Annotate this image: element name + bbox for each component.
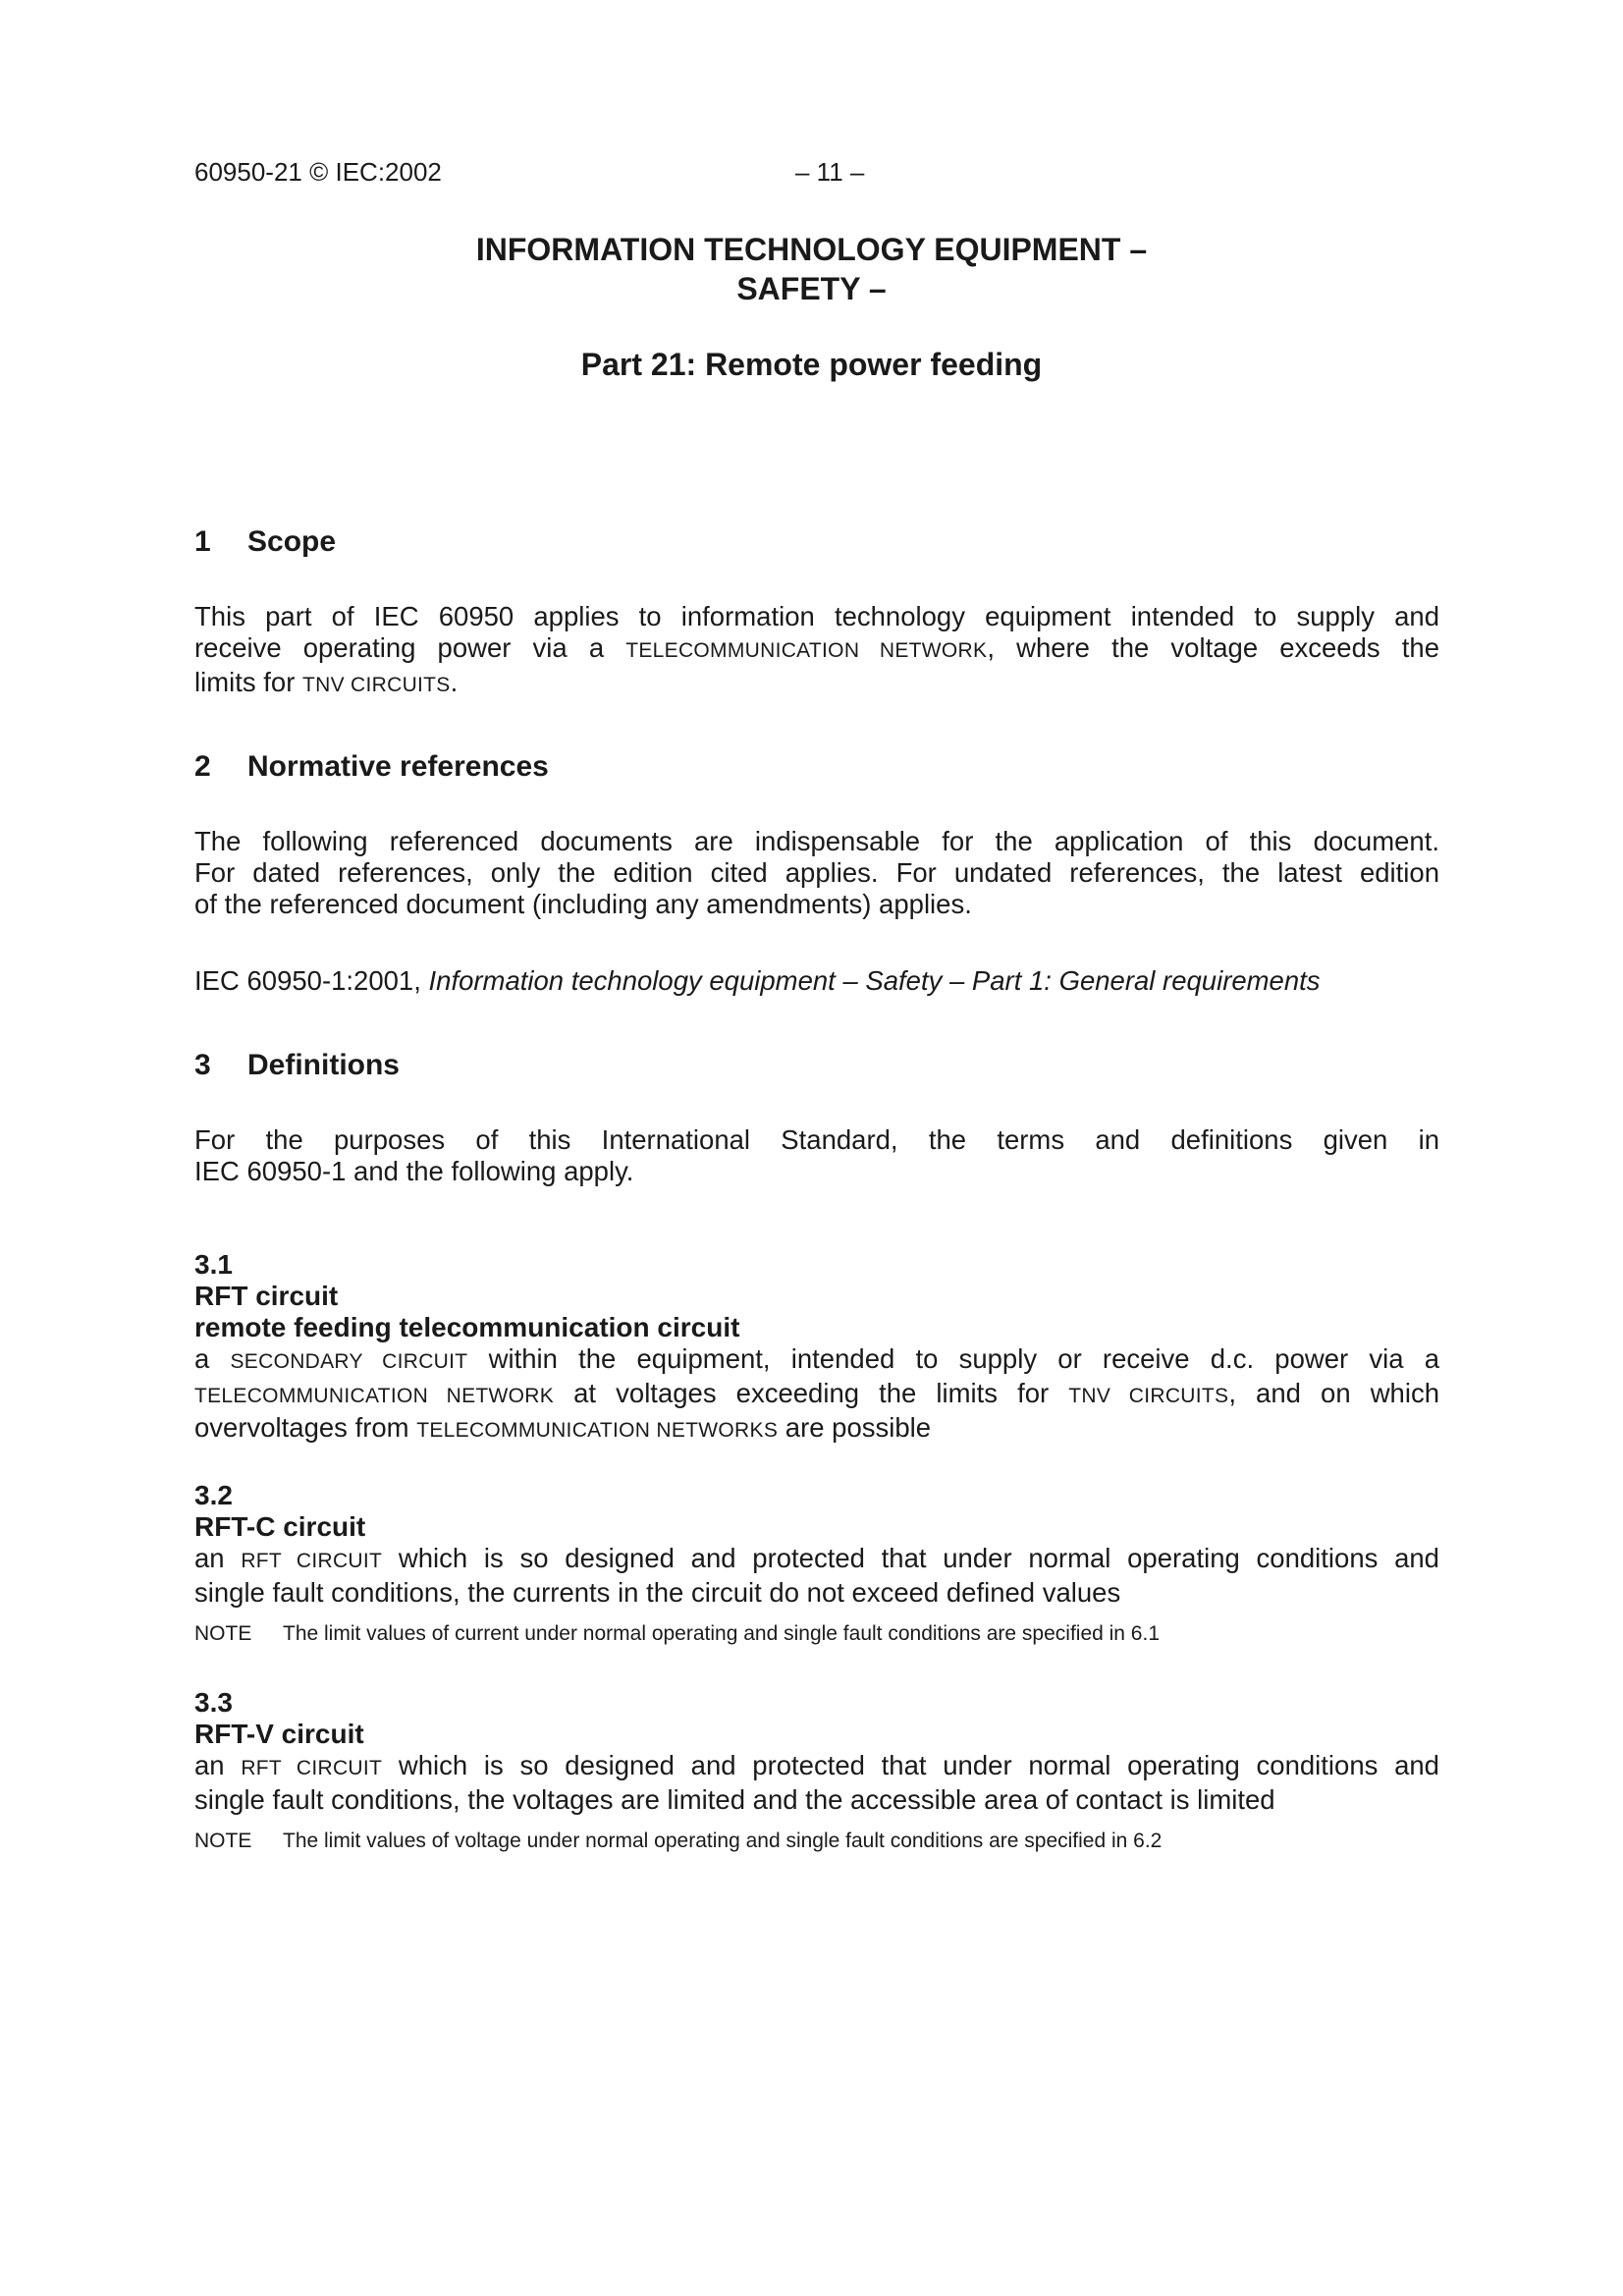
text-line: The following referenced documents are indispensable for the application of this document.	[194, 826, 1439, 856]
text-line: IEC 60950-1 and the following apply.	[194, 1156, 634, 1186]
definition-term: RFT-V circuit	[194, 1719, 364, 1749]
text-line	[194, 1343, 1439, 1378]
section-title: Normative references	[247, 750, 549, 783]
section-number: 3	[194, 1049, 211, 1081]
text-span: are possible	[778, 1412, 932, 1443]
defined-term: TELECOMMUNICATION NETWORKS	[416, 1419, 779, 1442]
text-line: single fault conditions, the voltages are limited and the accessible area of contact is limited	[194, 1784, 1275, 1815]
text-span: a	[194, 1343, 231, 1374]
defined-term: TELECOMMUNICATION NETWORK	[194, 1385, 555, 1407]
text-span: which is so designed and protected that under normal operating conditions and	[382, 1543, 1439, 1573]
document-part-title: Part 21: Remote power feeding	[580, 347, 1043, 382]
definition-term: RFT circuit	[194, 1281, 339, 1311]
text-span: within the equipment, intended to supply or receive d.c. power via a	[467, 1343, 1439, 1374]
definition-number: 3.3	[194, 1687, 233, 1718]
document-id: 60950-21 © IEC:2002	[194, 157, 442, 187]
text-line	[194, 965, 1439, 997]
note	[194, 1621, 1439, 1647]
text-line	[194, 1378, 1439, 1412]
definition-number: 3.2	[194, 1480, 233, 1510]
text-line	[194, 632, 1439, 667]
note-text: The limit values of current under normal operating and single fault conditions are specified in 6.1	[283, 1622, 1161, 1645]
definition-text	[194, 1543, 1439, 1609]
text-line	[194, 1412, 1439, 1447]
reference-code: IEC 60950-1:2001,	[194, 965, 429, 996]
text-span: an	[194, 1750, 242, 1780]
section-number: 1	[194, 525, 211, 558]
defined-term: RFT CIRCUIT	[241, 1550, 383, 1572]
definition-term-alternative: remote feeding telecommunication circuit	[194, 1312, 740, 1342]
note-label: NOTE	[194, 1830, 252, 1852]
section-heading-definitions	[194, 1049, 400, 1082]
scope-paragraph	[194, 601, 1439, 701]
definition-text	[194, 1750, 1439, 1816]
section-heading-normative-references	[194, 750, 549, 784]
page-number: – 11 –	[795, 157, 865, 187]
defined-term: SECONDARY CIRCUIT	[230, 1350, 468, 1373]
text-span: , where the voltage exceeds the	[987, 632, 1439, 663]
note	[194, 1829, 1439, 1854]
text-span: .	[450, 667, 459, 697]
definition-text	[194, 1343, 1439, 1447]
section-heading-scope	[194, 525, 336, 559]
text-span: , and on which	[1228, 1378, 1439, 1408]
text-line: For dated references, only the edition cited applies. For undated references, the latest edition	[194, 857, 1439, 888]
text-span: overvoltages from	[194, 1412, 417, 1443]
document-title-line-1: INFORMATION TECHNOLOGY EQUIPMENT –	[475, 232, 1148, 267]
note-label: NOTE	[194, 1622, 252, 1645]
section-number: 2	[194, 750, 211, 783]
defined-term: TNV CIRCUITS	[302, 674, 451, 696]
definition-term: RFT-C circuit	[194, 1511, 366, 1542]
text-span: limits for	[194, 667, 302, 697]
defined-term: TELECOMMUNICATION NETWORK	[625, 639, 988, 662]
text-line: This part of IEC 60950 applies to information technology equipment intended to supply and	[194, 601, 1439, 631]
section-title: Scope	[247, 525, 337, 558]
text-span: receive operating power via a	[194, 632, 626, 663]
definitions-intro-paragraph	[194, 1124, 1439, 1187]
definition-number: 3.1	[194, 1249, 233, 1280]
normative-reference-entry	[194, 965, 1439, 997]
defined-term: TNV CIRCUITS	[1068, 1385, 1229, 1407]
text-span: at voltages exceeding the limits for	[554, 1378, 1069, 1408]
normative-references-paragraph	[194, 826, 1439, 920]
text-line: single fault conditions, the currents in the circuit do not exceed defined values	[194, 1577, 1121, 1608]
text-line: of the referenced document (including any amendments) applies.	[194, 889, 972, 919]
text-line	[194, 1543, 1439, 1577]
text-span: which is so designed and protected that under normal operating conditions and	[382, 1750, 1439, 1780]
text-line: For the purposes of this International Standard, the terms and definitions given in	[194, 1124, 1439, 1155]
document-title-line-2: SAFETY –	[736, 271, 887, 306]
note-text: The limit values of voltage under normal operating and single fault conditions are specified in 6.2	[283, 1830, 1163, 1852]
text-line	[194, 1750, 1439, 1784]
defined-term: RFT CIRCUIT	[241, 1757, 383, 1779]
section-title: Definitions	[247, 1049, 400, 1081]
text-line	[194, 667, 1439, 701]
reference-title: Information technology equipment – Safety – Part 1: General requirements	[428, 965, 1321, 996]
text-span: an	[194, 1543, 242, 1573]
